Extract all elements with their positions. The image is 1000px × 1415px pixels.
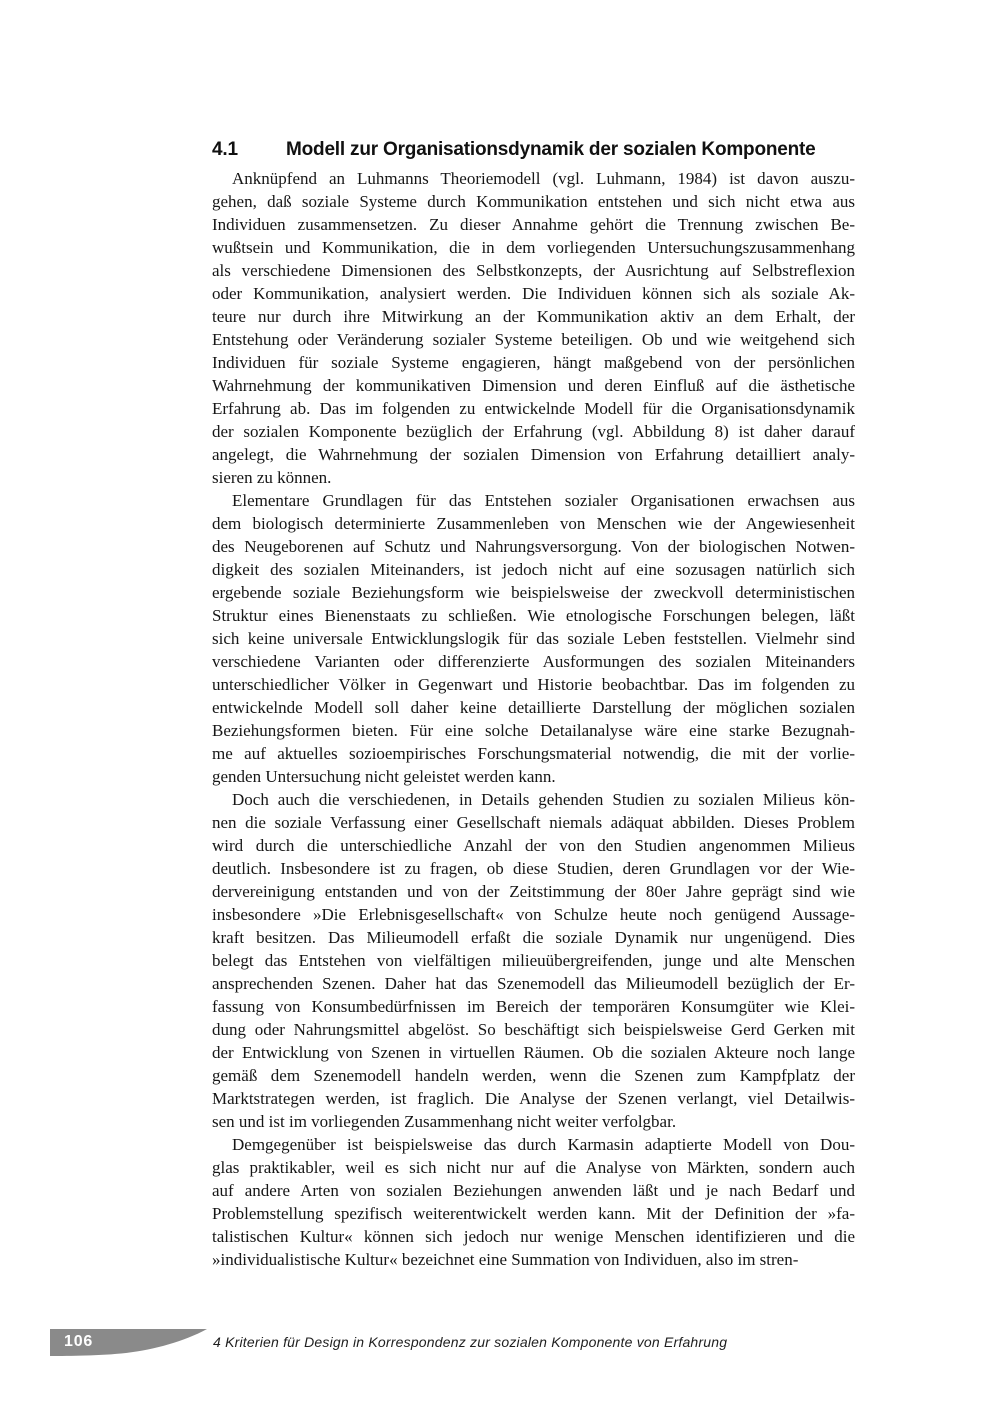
text-line: kraft besitzen. Das Milieumodell erfaßt die soziale Dynamik nur ungenügend. Dies (212, 928, 855, 947)
text-line: Entstehung oder Veränderung sozialer Systeme beteiligen. Ob und wie weitgehend sich (212, 330, 855, 349)
text-line: als verschiedene Dimensionen des Selbstkonzepts, der Ausrichtung auf Selbstreflexion (212, 261, 855, 280)
text-line: genden Untersuchung nicht geleistet werden kann. (212, 767, 556, 786)
text-line: digkeit des sozialen Miteinanders, ist jedoch nicht auf eine sozusagen natürlich sich (212, 560, 855, 579)
text-line: des Neugeborenen auf Schutz und Nahrungsversorgung. Von der biologischen Notwen- (212, 537, 855, 556)
paragraph (212, 489, 855, 788)
section-title: Modell zur Organisationsdynamik der sozialen Komponente (286, 139, 816, 160)
text-line: fassung von Konsumbedürfnissen im Bereich der temporären Konsumgüter wie Klei- (212, 997, 855, 1016)
text-line: Wahrnehmung der kommunikativen Dimension und deren Einfluß auf die ästhetische (212, 376, 855, 395)
text-line: sich keine universale Entwicklungslogik für das soziale Leben feststellen. Vielmehr sind (212, 629, 855, 648)
text-line: angelegt, die Wahrnehmung der sozialen Dimension von Erfahrung detailliert analy- (212, 445, 855, 464)
text-line: belegt das Entstehen von vielfältigen milieuübergreifenden, junge und alte Menschen (212, 951, 855, 970)
text-line: dung oder Nahrungsmittel abgelöst. So beschäftigt sich beispielsweise Gerd Gerken mit (212, 1020, 855, 1039)
text-line: wußtsein und Kommunikation, die in dem vorliegenden Untersuchungszusammenhang (212, 238, 855, 257)
text-line: verschiedene Varianten oder differenzierte Ausformungen des sozialen Miteinanders (212, 652, 855, 671)
text-line: auf andere Arten von sozialen Beziehungen anwenden läßt und je nach Bedarf und (212, 1181, 855, 1200)
text-line: Struktur eines Bienenstaats zu schließen. Wie etnologische Forschungen belegen, läßt (212, 606, 855, 625)
text-line: insbesondere »Die Erlebnisgesellschaft« von Schulze heute noch genügend Aussage- (212, 905, 855, 924)
text-line: teure nur durch ihre Mitwirkung an der Kommunikation aktiv an dem Erhalt, der (212, 307, 855, 326)
paragraph (212, 788, 855, 1133)
text-line: der Entwicklung von Szenen in virtuellen Räumen. Ob die sozialen Akteure noch lange (212, 1043, 855, 1062)
text-line: »individualistische Kultur« bezeichnet eine Summation von Individuen, also im stren- (212, 1250, 799, 1269)
text-line: Doch auch die verschiedenen, in Details gehenden Studien zu sozialen Milieus kön- (232, 790, 855, 809)
text-line: ergebende soziale Beziehungsform wie beispielsweise der zweckvoll deterministischen (212, 583, 855, 602)
text-line: Problemstellung spezifisch weiterentwickelt werden kann. Mit der Definition der »fa- (212, 1204, 855, 1223)
section-number: 4.1 (212, 139, 238, 160)
text-line: deutlich. Insbesondere ist zu fragen, ob diese Studien, deren Grundlagen vor der Wie- (212, 859, 855, 878)
text-line: Marktstrategen werden, ist fraglich. Die Analyse der Szenen verlangt, viel Detailwis- (212, 1089, 855, 1108)
text-line: oder Kommunikation, analysiert werden. Die Individuen können sich als soziale Ak- (212, 284, 855, 303)
body-text (212, 167, 855, 1271)
text-line: dem biologisch determinierte Zusammenleben von Menschen wie der Angewiesenheit (212, 514, 855, 533)
text-line: sen und ist im vorliegenden Zusammenhang nicht weiter verfolgbar. (212, 1112, 677, 1131)
page-number: 106 (64, 1333, 94, 1350)
running-footer-text: 4 Kriterien für Design in Korrespondenz zur sozialen Komponente von Erfahrung (213, 1334, 728, 1350)
text-line: Anknüpfend an Luhmanns Theoriemodell (vgl. Luhmann, 1984) ist davon auszu- (232, 169, 855, 188)
text-line: Elementare Grundlagen für das Entstehen sozialer Organisationen erwachsen aus (232, 491, 855, 510)
text-line: sieren zu können. (212, 468, 332, 487)
text-line: dervereinigung entstanden und von der Zeitstimmung der 80er Jahre geprägt sind wie (212, 882, 855, 901)
text-line: nen die soziale Verfassung einer Gesellschaft niemals adäquat abbilden. Dieses Problem (212, 813, 855, 832)
text-line: ansprechenden Szenen. Daher hat das Szenemodell das Milieumodell bezüglich der Er- (212, 974, 855, 993)
page-number-tab (50, 1329, 207, 1356)
text-line: entwickelnde Modell soll daher keine detaillierte Darstellung der möglichen sozialen (212, 698, 855, 717)
text-line: wird durch die unterschiedliche Anzahl der von den Studien angenommen Milieus (212, 836, 855, 855)
text-line: unterschiedlicher Völker in Gegenwart und Historie beobachtbar. Das im folgenden zu (212, 675, 855, 694)
text-line: Individuen für soziale Systeme engagieren, hängt maßgebend von der persönlichen (212, 353, 855, 372)
section-heading (212, 139, 872, 161)
paragraph (212, 1133, 855, 1271)
text-line: me auf aktuelles sozioempirisches Forschungsmaterial notwendig, die mit der vorlie- (212, 744, 855, 763)
text-line: der sozialen Komponente bezüglich der Erfahrung (vgl. Abbildung 8) ist daher darauf (212, 422, 855, 441)
text-line: Beziehungsformen bieten. Für eine solche Detailanalyse wäre eine starke Bezugnah- (212, 721, 855, 740)
text-line: talistischen Kultur« können sich jedoch nur wenige Menschen identifizieren und die (212, 1227, 855, 1246)
text-line: Erfahrung ab. Das im folgenden zu entwickelnde Modell für die Organisationsdynamik (212, 399, 855, 418)
text-line: Demgegenüber ist beispielsweise das durch Karmasin adaptierte Modell von Dou- (232, 1135, 855, 1154)
paragraph (212, 167, 855, 489)
text-line: gehen, daß soziale Systeme durch Kommunikation entstehen und sich nicht etwa aus (212, 192, 855, 211)
text-line: Individuen zusammensetzen. Zu dieser Annahme gehört die Trennung zwischen Be- (212, 215, 855, 234)
text-line: glas praktikabler, weil es sich nicht nur auf die Analyse von Märkten, sondern auch (212, 1158, 855, 1177)
text-line: gemäß dem Szenemodell handeln werden, wenn die Szenen zum Kampfplatz der (212, 1066, 855, 1085)
